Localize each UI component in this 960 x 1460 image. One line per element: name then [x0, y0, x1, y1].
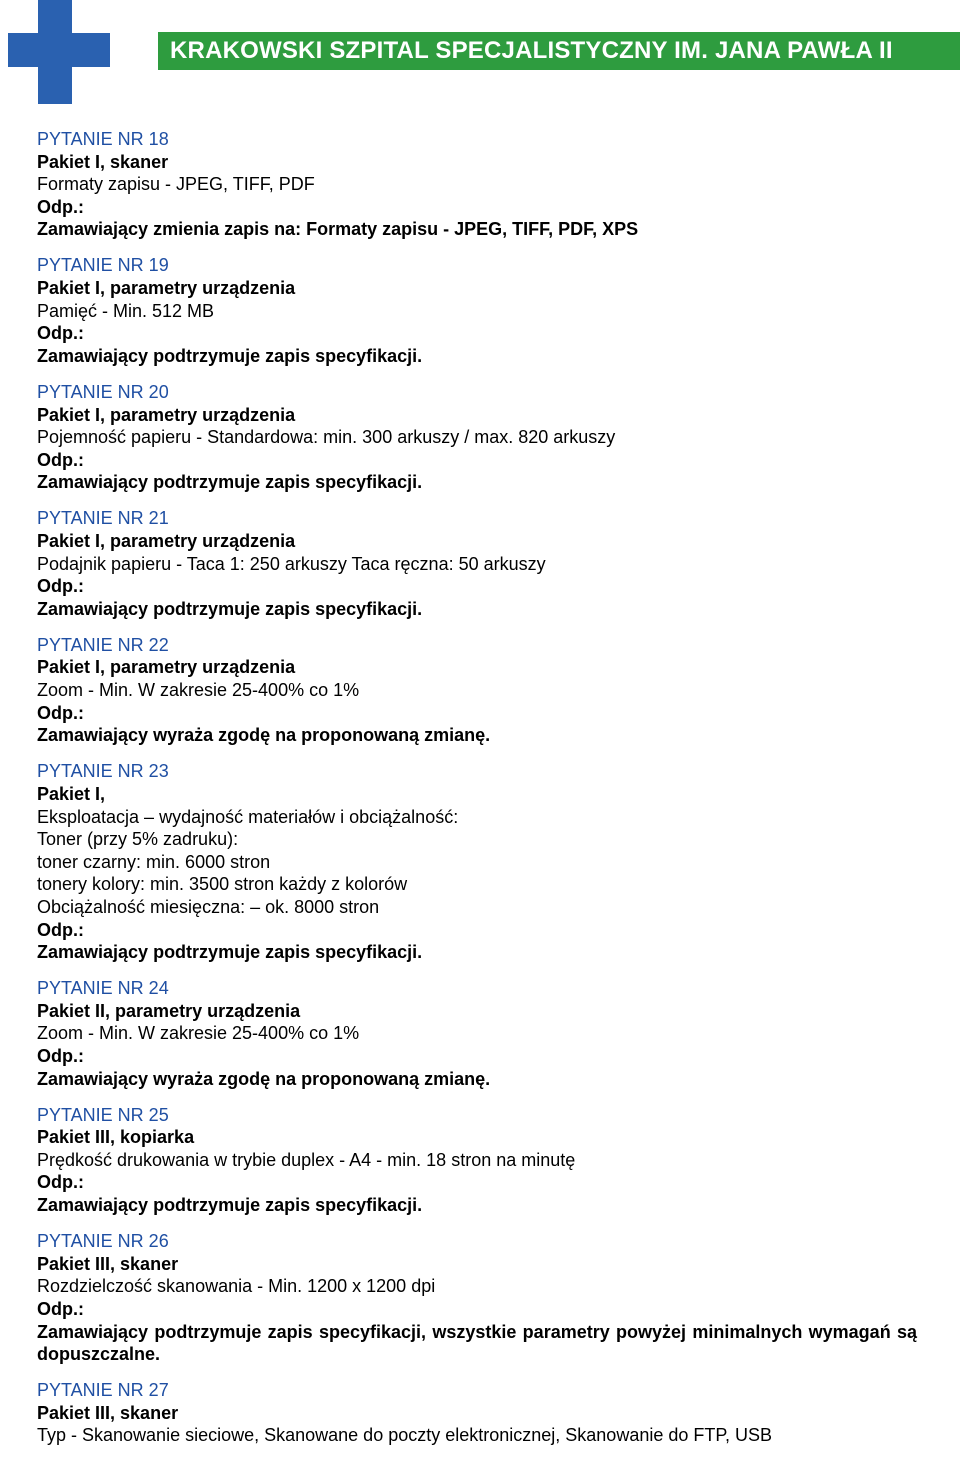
question-detail: Typ - Skanowanie sieciowe, Skanowane do poczty elektronicznej, Skanowanie do FTP, USB: [37, 1425, 773, 1446]
question-package: Pakiet III, kopiarka: [37, 1127, 195, 1148]
answer-text: Zamawiający podtrzymuje zapis specyfikacji.: [37, 345, 423, 366]
question-title: PYTANIE NR 22: [37, 634, 169, 655]
question-title: PYTANIE NR 25: [37, 1104, 169, 1125]
question-title: PYTANIE NR 26: [37, 1231, 169, 1252]
question-package: Pakiet I, skaner: [37, 151, 169, 172]
answer-label: Odp.:: [37, 1172, 84, 1193]
question-detail: tonery kolory: min. 3500 stron każdy z kolorów: [37, 874, 408, 895]
answer-text: Zamawiający podtrzymuje zapis specyfikacji.: [37, 598, 423, 619]
question-detail: Prędkość drukowania w trybie duplex - A4 - min. 18 stron na minutę: [37, 1149, 576, 1170]
hospital-name: KRAKOWSKI SZPITAL SPECJALISTYCZNY IM. JANA PAWŁA II: [170, 37, 893, 64]
question-title: PYTANIE NR 23: [37, 761, 169, 782]
question-detail: Pojemność papieru - Standardowa: min. 300 arkuszy / max. 820 arkuszy: [37, 427, 616, 448]
question-detail: Pamięć - Min. 512 MB: [37, 300, 215, 321]
question-title: PYTANIE NR 24: [37, 978, 169, 999]
hospital-cross-logo-icon: [0, 0, 110, 104]
answer-label: Odp.:: [37, 1045, 84, 1066]
answer-label: Odp.:: [37, 196, 84, 217]
question-detail: Zoom - Min. W zakresie 25-400% co 1%: [37, 680, 360, 701]
answer-label: Odp.:: [37, 576, 84, 597]
question-package: Pakiet II, parametry urządzenia: [37, 1000, 301, 1021]
question-item: [37, 507, 917, 620]
answer-label: Odp.:: [37, 323, 84, 344]
answer-label: Odp.:: [37, 919, 84, 940]
question-detail: Eksploatacja – wydajność materiałów i obciążalność:: [37, 806, 459, 827]
question-package: Pakiet I, parametry urządzenia: [37, 531, 296, 551]
question-title: PYTANIE NR 20: [37, 381, 169, 402]
question-detail: Rozdzielczość skanowania - Min. 1200 x 1200 dpi: [37, 1276, 436, 1297]
answer-text: Zamawiający zmienia zapis na: Formaty zapisu - JPEG, TIFF, PDF, XPS: [37, 219, 639, 240]
question-detail: Toner (przy 5% zadruku):: [37, 829, 239, 850]
page-header: [0, 0, 960, 104]
question-package: Pakiet III, skaner: [37, 1402, 179, 1423]
answer-label: Odp.:: [37, 449, 84, 470]
question-item: [37, 1104, 917, 1217]
question-detail: Podajnik papieru - Taca 1: 250 arkuszy Taca ręczna: 50 arkuszy: [37, 553, 546, 574]
question-package: Pakiet III, skaner: [37, 1253, 179, 1274]
answer-label: Odp.:: [37, 702, 84, 723]
cross-shape: [8, 0, 110, 104]
question-title: PYTANIE NR 19: [37, 255, 169, 276]
question-item: [37, 128, 917, 241]
question-item: [37, 1379, 917, 1447]
question-item: [37, 977, 917, 1090]
question-title: PYTANIE NR 27: [37, 1380, 169, 1401]
question-item: [37, 760, 917, 963]
question-item: [37, 634, 917, 747]
question-title: PYTANIE NR 18: [37, 129, 169, 149]
answer-text: Zamawiający podtrzymuje zapis specyfikacji.: [37, 1195, 423, 1216]
answer-text: Zamawiający wyraża zgodę na proponowaną zmianę.: [37, 725, 491, 746]
question-item: [37, 254, 917, 367]
questions-list: [37, 128, 917, 1460]
question-detail: Zoom - Min. W zakresie 25-400% co 1%: [37, 1023, 360, 1044]
question-detail: Formaty zapisu - JPEG, TIFF, PDF: [37, 174, 315, 195]
question-detail: Obciążalność miesięczna: – ok. 8000 stron: [37, 896, 380, 917]
question-package: Pakiet I,: [37, 783, 106, 804]
question-package: Pakiet I, parametry urządzenia: [37, 278, 296, 299]
question-package: Pakiet I, parametry urządzenia: [37, 404, 296, 425]
question-item: [37, 1230, 917, 1366]
answer-label: Odp.:: [37, 1298, 84, 1319]
answer-text: Zamawiający podtrzymuje zapis specyfikacji, wszystkie parametry powyżej minimalnych wymagań są dopuszczalne.: [37, 1321, 917, 1365]
question-item: [37, 381, 917, 494]
question-detail: toner czarny: min. 6000 stron: [37, 851, 271, 872]
answer-text: Zamawiający podtrzymuje zapis specyfikacji.: [37, 472, 423, 493]
question-package: Pakiet I, parametry urządzenia: [37, 657, 296, 678]
answer-text: Zamawiający wyraża zgodę na proponowaną zmianę.: [37, 1068, 491, 1089]
answer-text: Zamawiający podtrzymuje zapis specyfikacji.: [37, 942, 423, 963]
question-title: PYTANIE NR 21: [37, 508, 169, 529]
